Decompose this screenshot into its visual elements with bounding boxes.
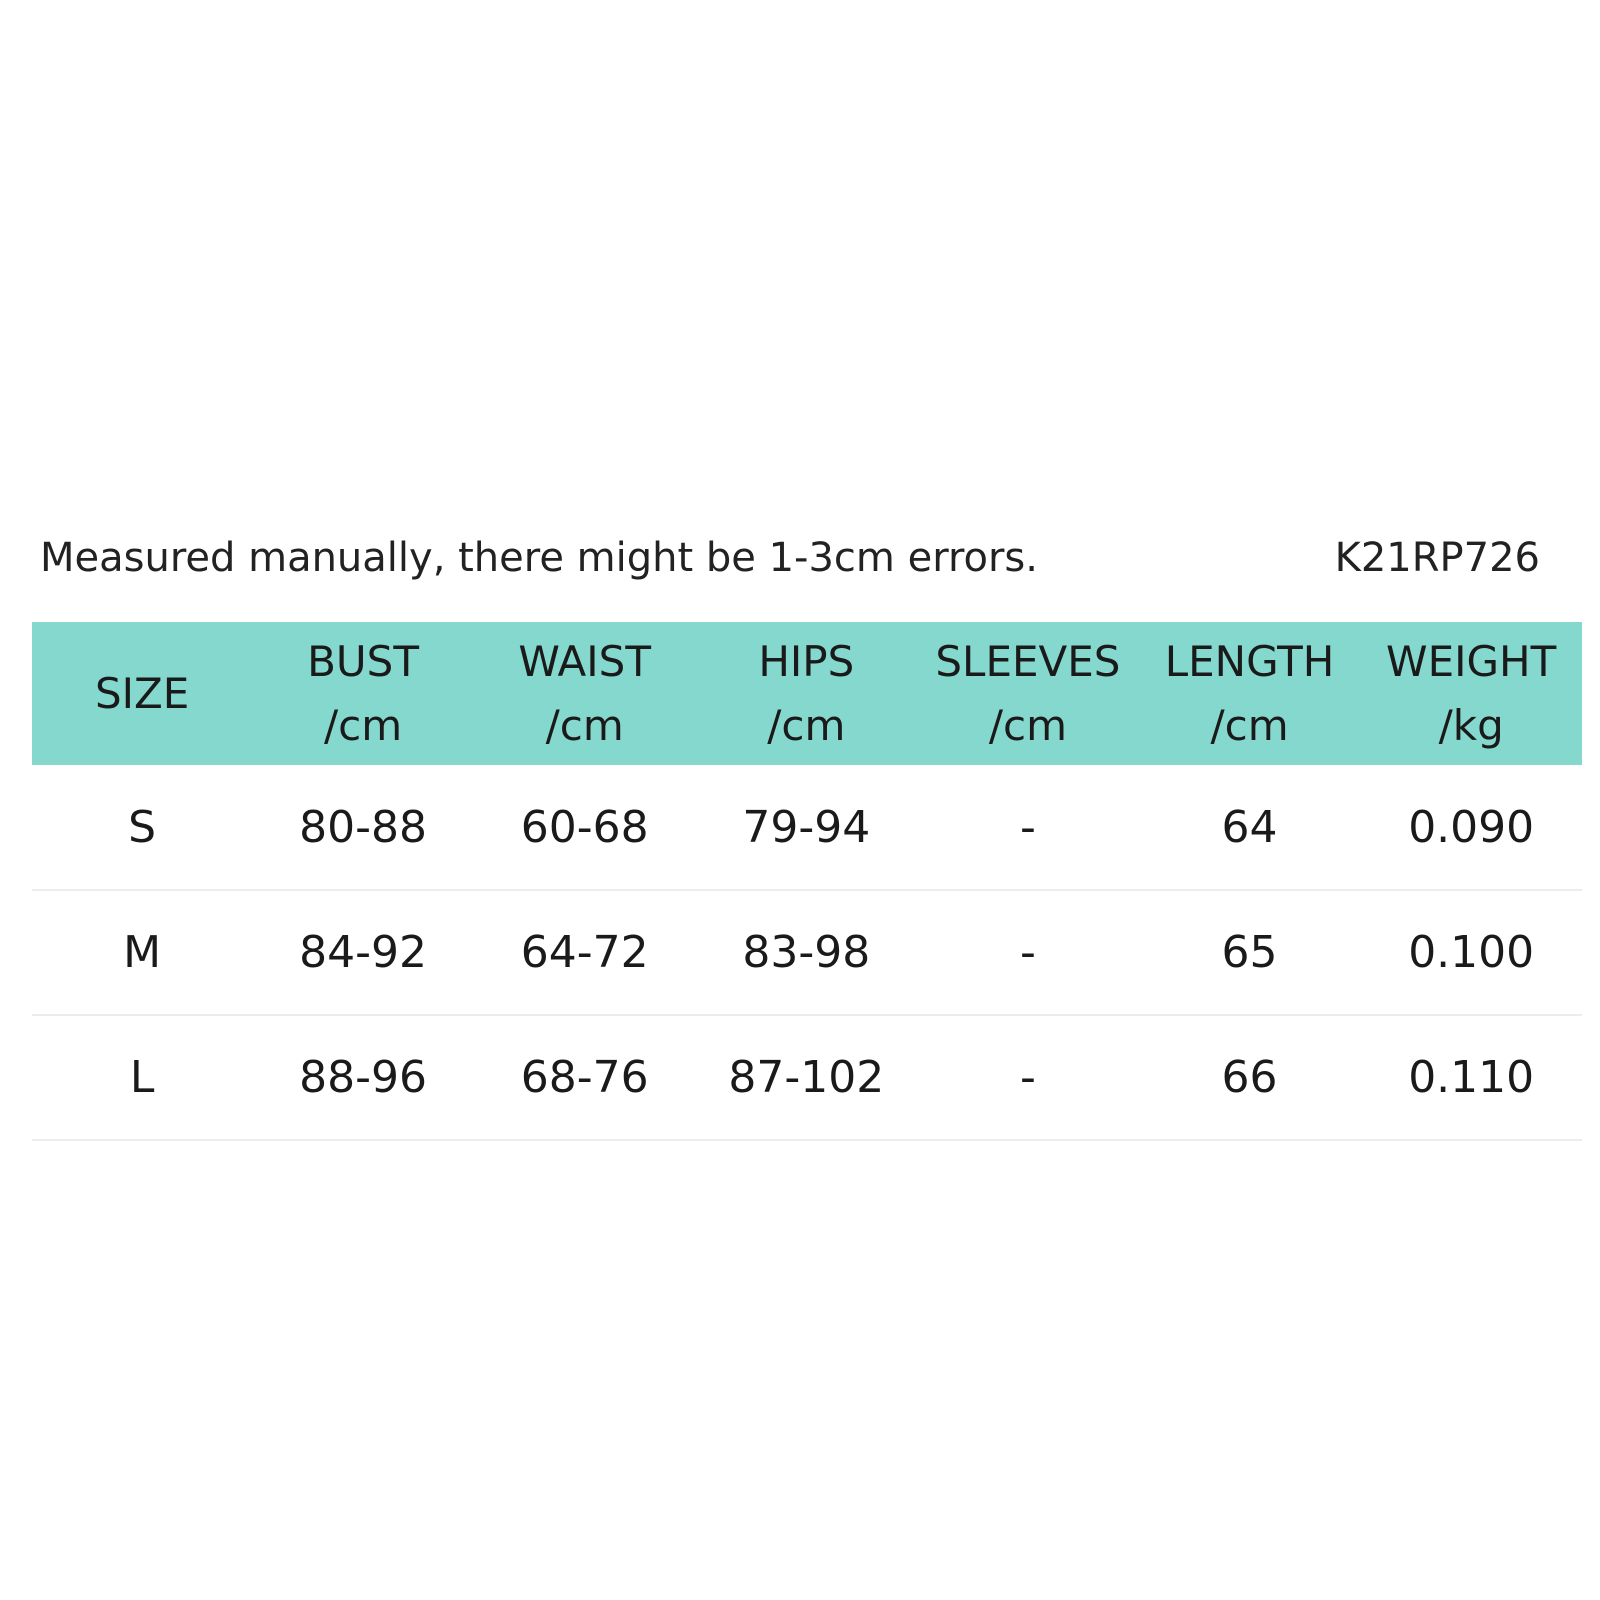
header-unit: /cm: [767, 700, 846, 750]
cell-length: 64: [1221, 801, 1278, 853]
header-title: WEIGHT: [1386, 636, 1557, 686]
header-title: WAIST: [518, 636, 651, 686]
header-unit: /cm: [323, 700, 403, 750]
cell-hips: 79-94: [742, 801, 871, 853]
cell-length: 65: [1221, 927, 1278, 978]
header-length: [1139, 622, 1361, 765]
header-unit: /cm: [1210, 700, 1289, 750]
size-chart-note-bar: [40, 528, 1540, 588]
cell-bust: 88-96: [299, 1052, 427, 1103]
header-bust: [252, 622, 474, 765]
cell-waist: 64-72: [520, 927, 649, 978]
header-unit: /kg: [1438, 700, 1504, 750]
cell-hips: 83-98: [742, 927, 871, 978]
cell-bust: 80-88: [299, 801, 427, 853]
header-size: [32, 622, 252, 765]
cell-hips: 87-102: [728, 1052, 885, 1103]
header-unit: /cm: [545, 700, 624, 750]
size-chart-table: [32, 622, 1582, 1141]
header-hips: [695, 622, 917, 765]
cell-size: S: [128, 801, 157, 853]
header-waist: [474, 622, 696, 765]
cell-size: M: [123, 927, 162, 978]
cell-weight: 0.110: [1408, 1052, 1535, 1103]
table-row: [32, 1015, 1582, 1140]
header-weight: [1360, 622, 1582, 765]
measurement-note: Measured manually, there might be 1-3cm errors.: [40, 535, 1038, 581]
cell-waist: 68-76: [520, 1052, 649, 1103]
cell-weight: 0.090: [1408, 801, 1535, 853]
header-title: SIZE: [94, 668, 190, 718]
header-unit: /cm: [988, 700, 1067, 750]
header-row: [32, 622, 1582, 765]
cell-length: 66: [1221, 1052, 1278, 1103]
size-chart-body: [32, 765, 1582, 1140]
header-title: LENGTH: [1164, 636, 1335, 686]
table-row: [32, 765, 1582, 890]
product-code: K21RP726: [1334, 535, 1540, 581]
cell-sleeves: -: [1019, 801, 1036, 853]
cell-size: L: [129, 1052, 155, 1103]
header-sleeves: [917, 622, 1139, 765]
header-title: BUST: [307, 636, 419, 686]
cell-sleeves: -: [1019, 1052, 1036, 1103]
header-title: SLEEVES: [935, 636, 1121, 686]
cell-waist: 60-68: [520, 801, 649, 853]
table-row: [32, 890, 1582, 1015]
size-chart-header: [32, 622, 1582, 765]
cell-weight: 0.100: [1408, 927, 1535, 978]
cell-sleeves: -: [1019, 927, 1036, 978]
cell-bust: 84-92: [299, 927, 427, 978]
header-title: HIPS: [758, 636, 855, 686]
